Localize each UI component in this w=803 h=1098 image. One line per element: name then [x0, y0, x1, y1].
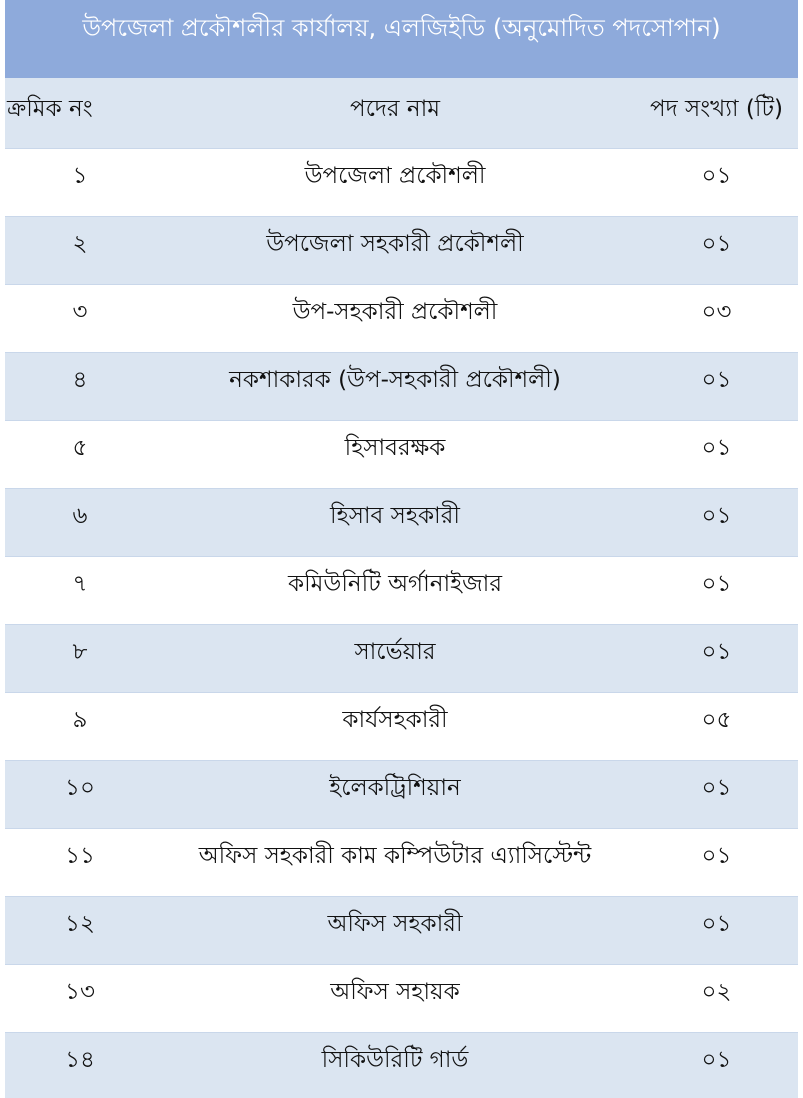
row-post-count: ০২ — [701, 979, 732, 1005]
row-post-count: ০১ — [701, 367, 732, 393]
row-post-count: ০১ — [701, 435, 732, 461]
table-title-bar — [5, 0, 798, 78]
row-serial: ১ — [72, 163, 88, 189]
row-post-name: হিসাবরক্ষক — [344, 435, 446, 461]
table-row — [5, 216, 798, 284]
table-row — [5, 896, 798, 964]
row-post-count: ০১ — [701, 911, 732, 937]
header-serial: ক্রমিক নং — [7, 96, 93, 122]
table-header-row — [5, 78, 798, 148]
table-row — [5, 420, 798, 488]
row-post-name: সিকিউরিটি গার্ড — [321, 1047, 469, 1073]
row-post-name: উপ-সহকারী প্রকৌশলী — [292, 299, 498, 325]
table-row — [5, 556, 798, 624]
table-row — [5, 964, 798, 1032]
table-row — [5, 284, 798, 352]
row-post-name: ইলেকট্রিশিয়ান — [329, 775, 461, 801]
row-serial: ৩ — [72, 299, 88, 325]
row-serial: ২ — [72, 231, 88, 257]
row-post-name: উপজেলা সহকারী প্রকৌশলী — [266, 231, 524, 257]
row-serial: ১০ — [65, 775, 95, 801]
row-serial: ১৪ — [65, 1047, 95, 1073]
table-row — [5, 828, 798, 896]
row-post-count: ০৩ — [701, 299, 732, 325]
row-post-count: ০১ — [701, 639, 732, 665]
row-post-name: কমিউনিটি অর্গানাইজার — [287, 571, 502, 597]
table-row — [5, 488, 798, 556]
row-serial: ১৩ — [65, 979, 95, 1005]
row-serial: ৪ — [72, 367, 88, 393]
table-body — [5, 148, 798, 1098]
table-row — [5, 1032, 798, 1098]
row-post-name: উপজেলা প্রকৌশলী — [304, 163, 486, 189]
row-serial: ৭ — [72, 571, 88, 597]
table-row — [5, 692, 798, 760]
row-post-count: ০১ — [701, 775, 732, 801]
table-row — [5, 148, 798, 216]
table-row — [5, 352, 798, 420]
row-post-count: ০৫ — [701, 707, 732, 733]
row-post-count: ০১ — [701, 163, 732, 189]
row-post-name: কার্যসহকারী — [342, 707, 448, 733]
row-serial: ১২ — [65, 911, 95, 937]
row-post-count: ০১ — [701, 503, 732, 529]
row-post-count: ০১ — [701, 843, 732, 869]
row-post-count: ০১ — [701, 1047, 732, 1073]
row-serial: ৫ — [72, 435, 88, 461]
row-post-name: হিসাব সহকারী — [330, 503, 460, 529]
row-serial: ৬ — [72, 503, 88, 529]
row-post-name: অফিস সহায়ক — [330, 979, 460, 1005]
row-post-name: অফিস সহকারী — [327, 911, 463, 937]
row-post-name: অফিস সহকারী কাম কম্পিউটার এ্যাসিস্টেন্ট — [198, 843, 592, 869]
row-serial: ১১ — [65, 843, 95, 869]
table-row — [5, 624, 798, 692]
row-post-count: ০১ — [701, 571, 732, 597]
row-post-name: সার্ভেয়ার — [354, 639, 436, 665]
row-serial: ৯ — [72, 707, 88, 733]
row-serial: ৮ — [72, 639, 88, 665]
header-post-name: পদের নাম — [349, 96, 441, 122]
table-title: উপজেলা প্রকৌশলীর কার্যালয়, এলজিইডি (অনুমোদিত পদসোপান) — [82, 14, 721, 42]
row-post-count: ০১ — [701, 231, 732, 257]
table-row — [5, 760, 798, 828]
header-post-count: পদ সংখ্যা (টি) — [650, 96, 783, 122]
row-post-name: নকশাকারক (উপ-সহকারী প্রকৌশলী) — [229, 367, 561, 393]
